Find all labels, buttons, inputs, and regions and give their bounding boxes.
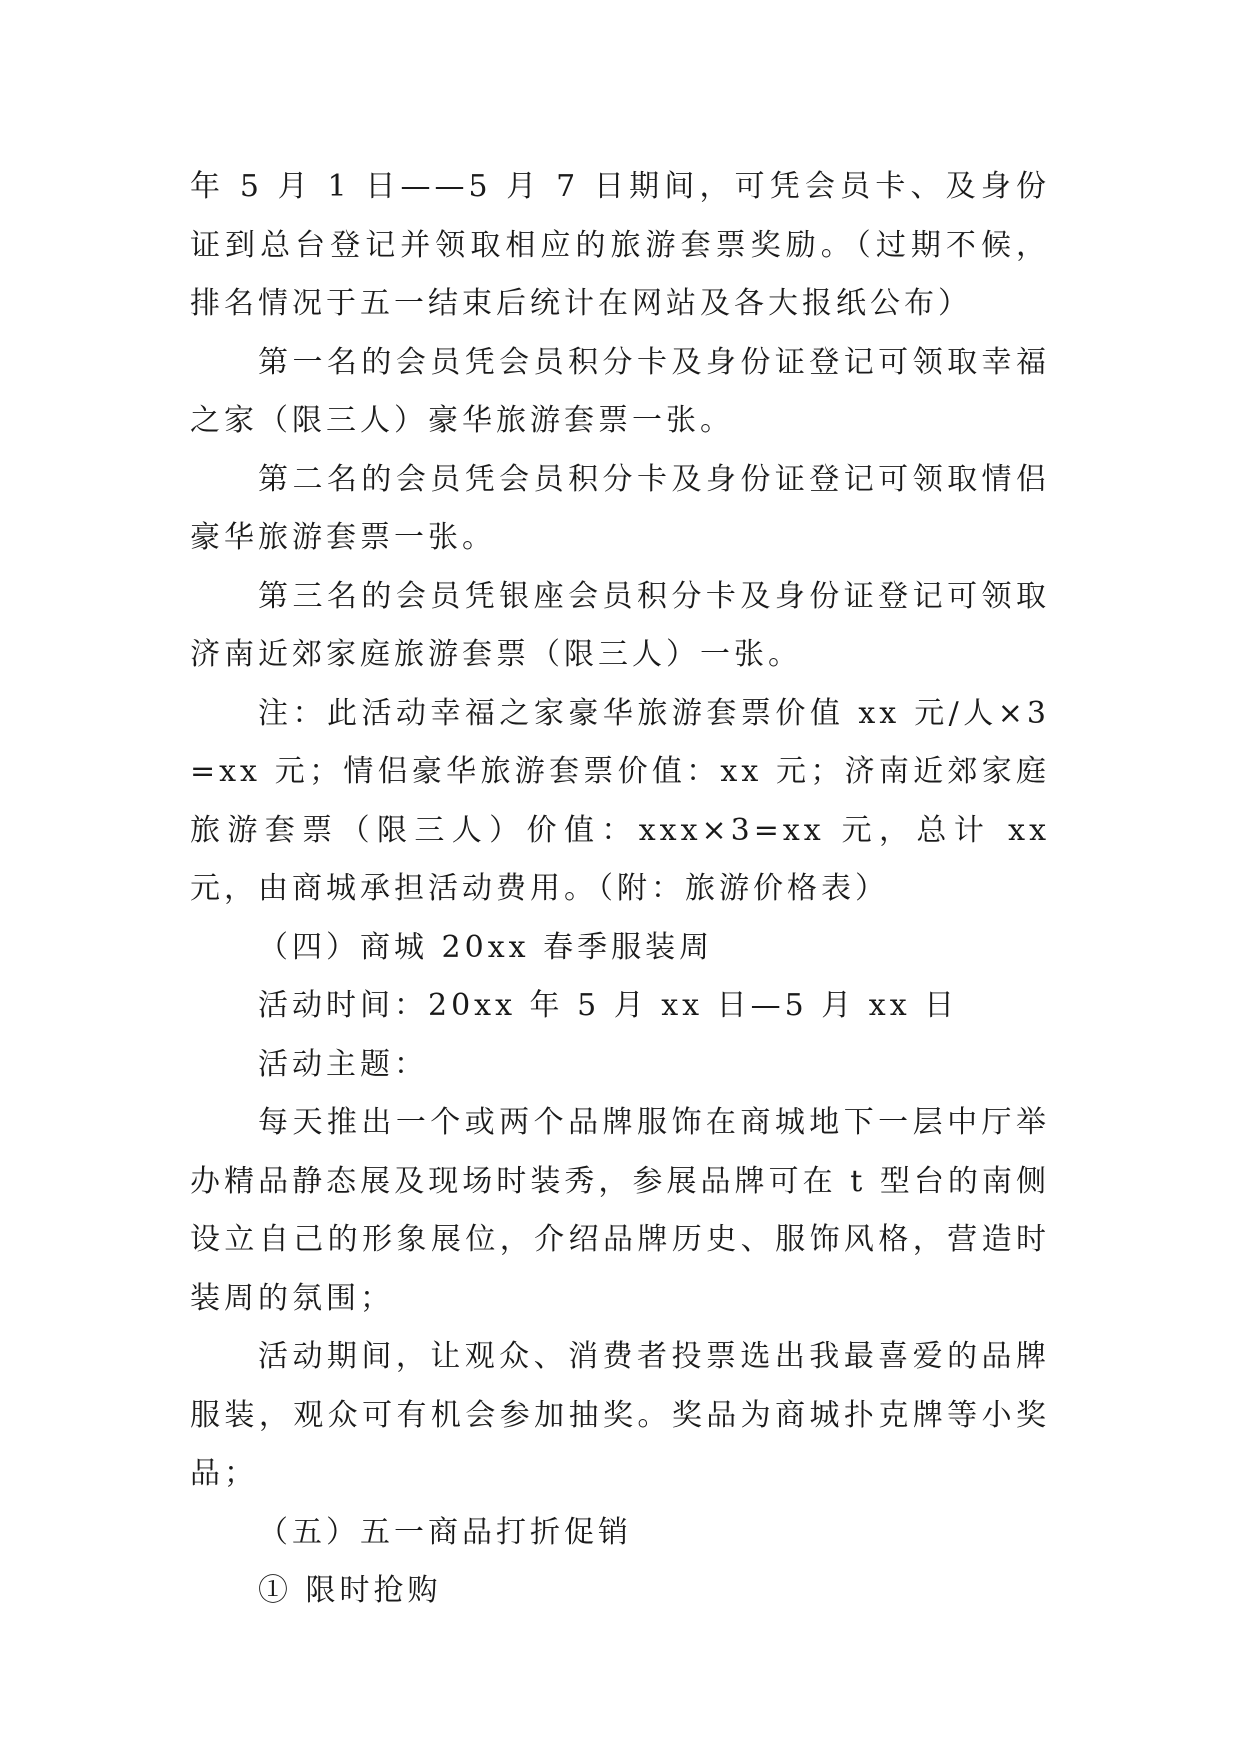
- section-heading-discount-promotion: （五）五一商品打折促销: [258, 1514, 632, 1550]
- paragraph-audience-vote: 活动期间，让观众、消费者投票选出我最喜爱的品牌服装，观众可有机会参加抽奖。奖品为商城扑克牌等小奖品；: [190, 1339, 1050, 1491]
- paragraph-first-prize: 第一名的会员凭会员积分卡及身份证登记可领取幸福之家（限三人）豪华旅游套票一张。: [190, 344, 1050, 438]
- list-item-flash-sale: ① 限时抢购: [258, 1573, 442, 1608]
- paragraph-prize-note: 注：此活动幸福之家豪华旅游套票价值 xx 元/人×3=xx 元；情侣豪华旅游套票价值：xx 元；济南近郊家庭旅游套票（限三人）价值：xxx×3=xx 元，总计 xx 元，由商城承担活动费用。（附：旅游价格表）: [190, 695, 1050, 906]
- paragraph-third-prize: 第三名的会员凭银座会员积分卡及身份证登记可领取济南近郊家庭旅游套票（限三人）一张。: [190, 578, 1050, 672]
- document-body: [190, 158, 1050, 1621]
- paragraph-activity-time: 活动时间：20xx 年 5 月 xx 日—5 月 xx 日: [258, 988, 959, 1023]
- section-heading-spring-fashion-week: （四）商城 20xx 春季服装周: [258, 929, 714, 965]
- paragraph-activity-theme-label: 活动主题：: [258, 1046, 428, 1082]
- paragraph-daily-brand-show: 每天推出一个或两个品牌服饰在商城地下一层中厅举办精品静态展及现场时装秀，参展品牌可在 t 型台的南侧设立自己的形象展位，介绍品牌历史、服饰风格，营造时装周的氛围；: [190, 1105, 1050, 1316]
- paragraph-second-prize: 第二名的会员凭会员积分卡及身份证登记可领取情侣豪华旅游套票一张。: [190, 461, 1050, 555]
- paragraph-registration-notice: 年 5 月 1 日——5 月 7 日期间，可凭会员卡、及身份证到总台登记并领取相应的旅游套票奖励。（过期不候，排名情况于五一结束后统计在网站及各大报纸公布）: [190, 169, 1050, 321]
